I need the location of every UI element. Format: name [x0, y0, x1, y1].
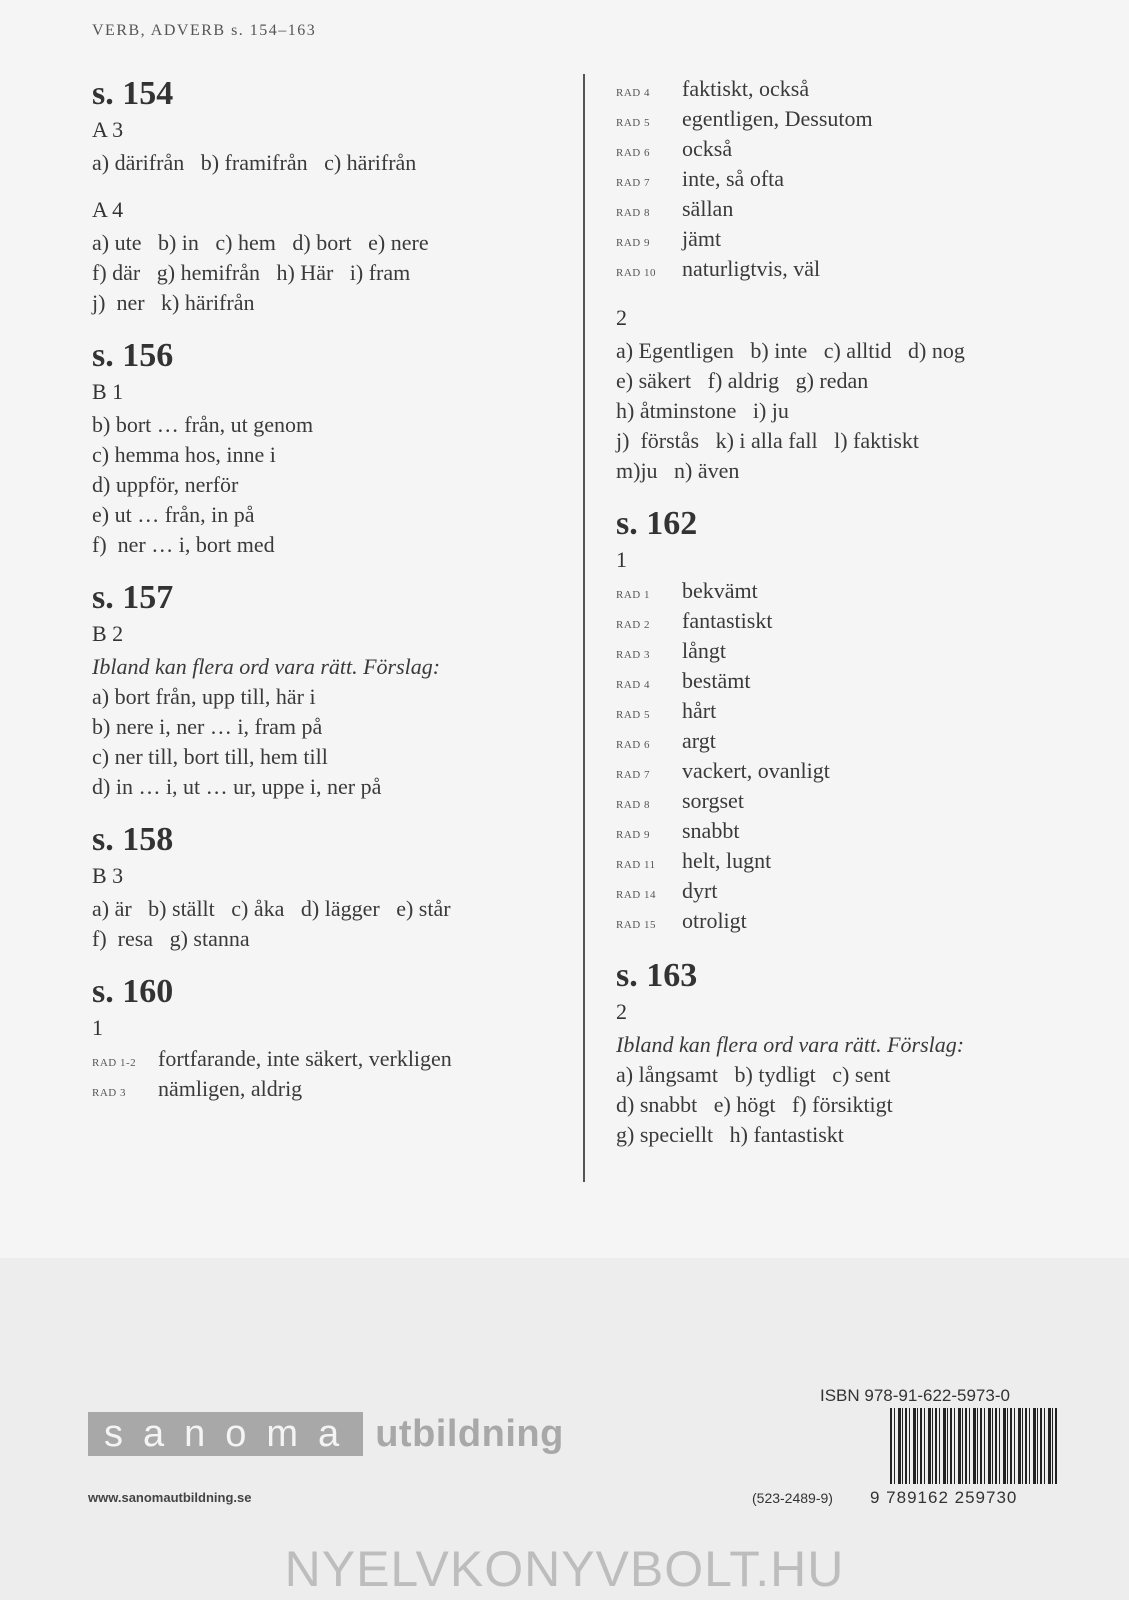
exercise-intro: Ibland kan flera ord vara rätt. Förslag:: [92, 654, 441, 679]
rad-answer: egentligen, Dessutom: [682, 106, 873, 131]
rad-row: [616, 818, 1086, 848]
exercise-label: B 2: [92, 621, 124, 646]
rad-row: [616, 788, 1086, 818]
rad-answer: fantastiskt: [682, 608, 773, 633]
section-s162: [616, 504, 1086, 938]
exercise-s160-2: [616, 304, 1086, 486]
rad-label: RAD 1-2: [92, 1057, 137, 1069]
section-heading: s. 162: [616, 505, 698, 542]
back-cover-footer: [0, 1258, 1129, 1600]
section-s163: [616, 956, 1086, 1150]
rad-label: RAD 3: [92, 1087, 126, 1099]
rad-answer: otroligt: [682, 908, 747, 933]
answer-line: j) förstås k) i alla fall l) faktiskt: [616, 428, 920, 453]
rad-answer: argt: [682, 728, 716, 753]
answer-line: f) där g) hemifrån h) Här i) fram: [92, 260, 411, 285]
rad-row: [616, 608, 1086, 638]
section-s160: [92, 972, 562, 1106]
rad-answer: naturligtvis, väl: [682, 256, 821, 281]
answer-line: a) ute b) in c) hem d) bort e) nere: [92, 230, 429, 255]
barcode-icon: [890, 1408, 1058, 1484]
right-column: [616, 76, 1086, 1168]
answer-line: a) bort från, upp till, här i: [92, 684, 316, 709]
rad-label: RAD 11: [616, 859, 656, 871]
rad-answer: vackert, ovanligt: [682, 758, 830, 783]
rad-row: [616, 196, 1086, 226]
answer-line: c) hemma hos, inne i: [92, 442, 276, 467]
rad-row: [616, 136, 1086, 166]
logo-word: utbildning: [375, 1412, 564, 1455]
exercise-label: B 1: [92, 379, 124, 404]
exercise-label: 2: [616, 999, 627, 1024]
answer-line: f) resa g) stanna: [92, 926, 250, 951]
publisher-logo: [88, 1410, 564, 1458]
rad-answer: sällan: [682, 196, 734, 221]
isbn: ISBN 978-91-622-5973-0: [820, 1386, 1010, 1405]
answer-line: d) snabbt e) högt f) försiktigt: [616, 1092, 893, 1117]
rad-answer: snabbt: [682, 818, 740, 843]
rad-label: RAD 7: [616, 177, 650, 189]
answer-line: a) långsamt b) tydligt c) sent: [616, 1062, 891, 1087]
answer-line: m)ju n) även: [616, 458, 740, 483]
rad-row: [92, 1076, 562, 1106]
rad-row: [616, 848, 1086, 878]
rad-label: RAD 6: [616, 147, 650, 159]
left-column: [92, 74, 562, 1124]
answer-line: b) bort … från, ut genom: [92, 412, 314, 437]
rad-row: [616, 106, 1086, 136]
section-heading: s. 157: [92, 579, 174, 616]
rad-answer: faktiskt, också: [682, 76, 810, 101]
column-divider: [583, 74, 585, 1182]
rad-row: [616, 226, 1086, 256]
answer-line: d) uppför, nerför: [92, 472, 239, 497]
answer-line: j) ner k) härifrån: [92, 290, 255, 315]
section-s156: [92, 336, 562, 560]
rad-label: RAD 8: [616, 799, 650, 811]
rad-label: RAD 2: [616, 619, 650, 631]
rad-label: RAD 6: [616, 739, 650, 751]
rad-label: RAD 15: [616, 919, 656, 931]
rad-answer: nämligen, aldrig: [158, 1076, 303, 1101]
exercise-label: 2: [616, 305, 627, 330]
answer-line: e) ut … från, in på: [92, 502, 255, 527]
rad-answer: jämt: [682, 226, 722, 251]
answer-line: g) speciellt h) fantastiskt: [616, 1122, 844, 1147]
section-heading: s. 156: [92, 337, 174, 374]
running-head: VERB, ADVERB s. 154–163: [92, 22, 317, 39]
answer-line: b) nere i, ner … i, fram på: [92, 714, 323, 739]
logo-box: sanoma: [88, 1412, 363, 1456]
product-code: (523-2489-9): [752, 1490, 833, 1506]
rad-answer: bekvämt: [682, 578, 758, 603]
rad-label: RAD 7: [616, 769, 650, 781]
rad-row: [616, 76, 1086, 106]
section-s158: [92, 820, 562, 954]
rad-row: [616, 638, 1086, 668]
rad-row: [616, 256, 1086, 286]
rad-label: RAD 4: [616, 87, 650, 99]
answer-line: a) därifrån b) framifrån c) härifrån: [92, 150, 417, 175]
rad-label: RAD 9: [616, 829, 650, 841]
rad-label: RAD 3: [616, 649, 650, 661]
answer-line: c) ner till, bort till, hem till: [92, 744, 328, 769]
section-s154: [92, 74, 562, 318]
barcode-digits: 9 789162 259730: [870, 1488, 1018, 1507]
answer-line: f) ner … i, bort med: [92, 532, 275, 557]
rad-label: RAD 1: [616, 589, 650, 601]
rad-row: [616, 878, 1086, 908]
watermark: NYELVKONYVBOLT.HU: [284, 1541, 845, 1597]
section-heading: s. 158: [92, 821, 174, 858]
rad-row: [616, 166, 1086, 196]
rad-answer: fortfarande, inte säkert, verkligen: [158, 1046, 452, 1071]
rad-answer: också: [682, 136, 733, 161]
rad-row: [616, 908, 1086, 938]
rad-label: RAD 8: [616, 207, 650, 219]
rad-row: [616, 578, 1086, 608]
rad-answer: långt: [682, 638, 726, 663]
rad-row: [616, 758, 1086, 788]
rad-answer: dyrt: [682, 878, 718, 903]
section-s157: [92, 578, 562, 802]
rad-answer: inte, så ofta: [682, 166, 785, 191]
exercise-label: A 4: [92, 197, 124, 222]
website-url[interactable]: www.sanomautbildning.se: [88, 1490, 252, 1505]
answer-line: a) är b) ställt c) åka d) lägger e) står: [92, 896, 451, 921]
rad-row: [616, 698, 1086, 728]
rad-label: RAD 4: [616, 679, 650, 691]
exercise-label: 1: [92, 1015, 103, 1040]
rad-answer: bestämt: [682, 668, 751, 693]
rad-answer: helt, lugnt: [682, 848, 772, 873]
rad-label: RAD 5: [616, 709, 650, 721]
rad-label: RAD 14: [616, 889, 656, 901]
exercise-label: A 3: [92, 117, 124, 142]
section-s160-continued: [616, 76, 1086, 286]
exercise-intro: Ibland kan flera ord vara rätt. Förslag:: [616, 1032, 965, 1057]
section-heading: s. 160: [92, 973, 174, 1010]
rad-row: [616, 668, 1086, 698]
rad-label: RAD 10: [616, 267, 656, 279]
section-heading: s. 154: [92, 75, 174, 112]
rad-row: [92, 1046, 562, 1076]
rad-label: RAD 5: [616, 117, 650, 129]
exercise-label: B 3: [92, 863, 124, 888]
answer-line: d) in … i, ut … ur, uppe i, ner på: [92, 774, 382, 799]
rad-answer: sorgset: [682, 788, 744, 813]
rad-row: [616, 728, 1086, 758]
exercise-label: 1: [616, 547, 627, 572]
answer-line: e) säkert f) aldrig g) redan: [616, 368, 869, 393]
answer-line: h) åtminstone i) ju: [616, 398, 789, 423]
rad-label: RAD 9: [616, 237, 650, 249]
section-heading: s. 163: [616, 957, 698, 994]
answer-line: a) Egentligen b) inte c) alltid d) nog: [616, 338, 965, 363]
rad-answer: hårt: [682, 698, 717, 723]
